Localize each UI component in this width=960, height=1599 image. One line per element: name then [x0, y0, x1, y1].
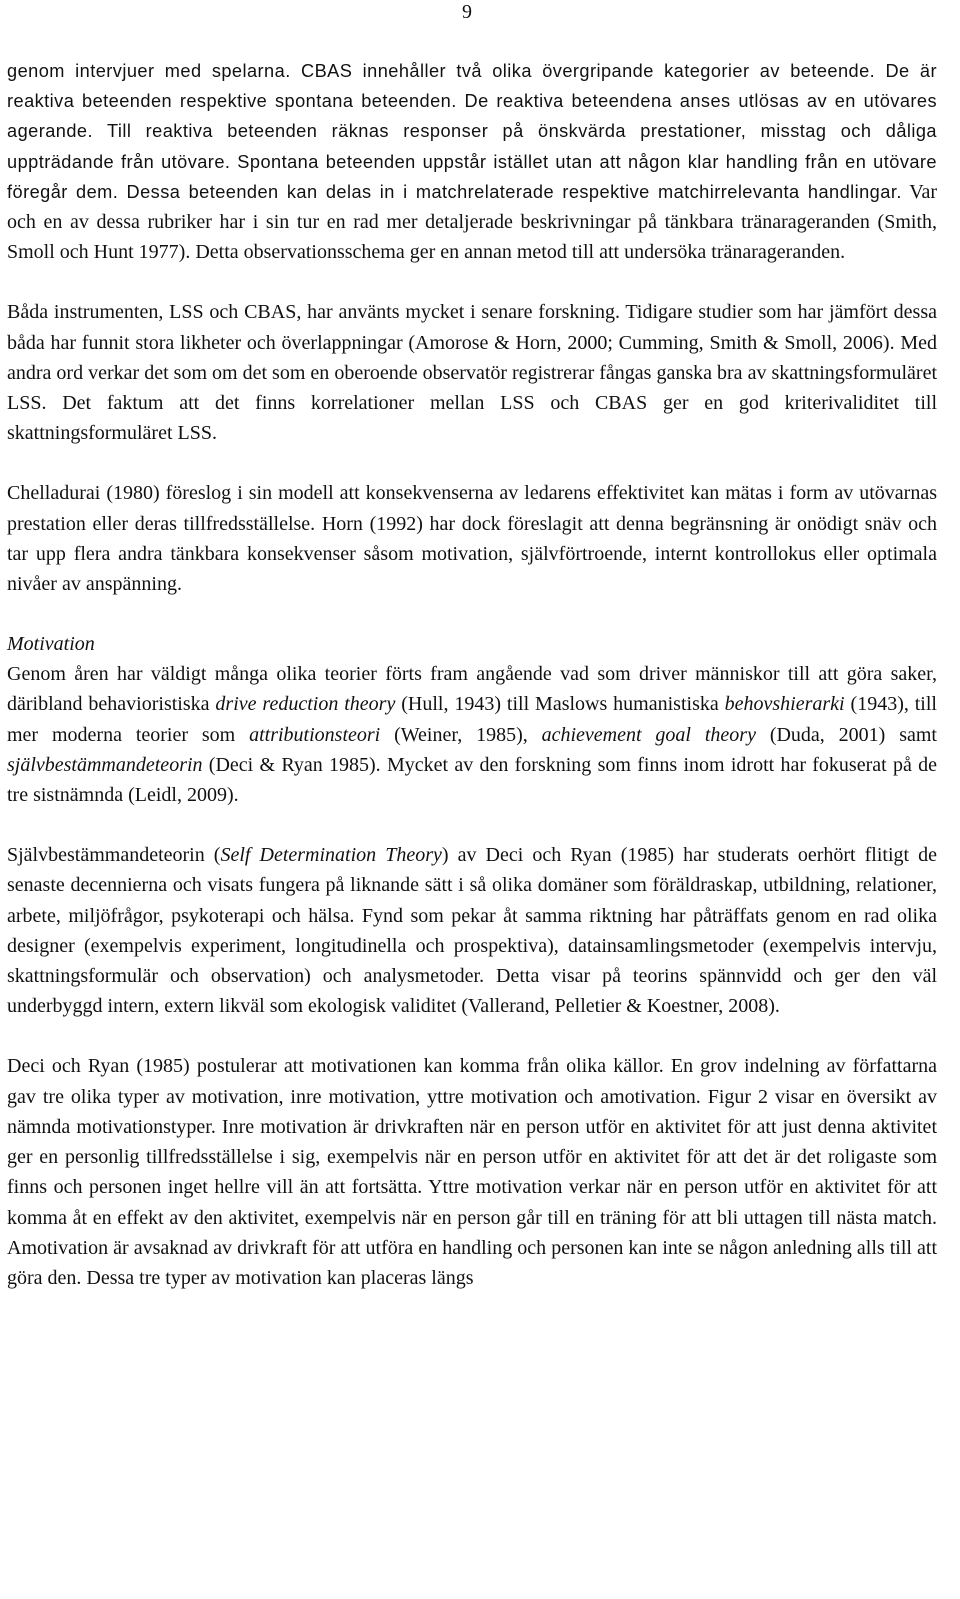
paragraph-cbas-serif-text: Var och en av dessa rubriker har i sin tur en rad mer detaljerade beskrivningar på tänkbara tränarageranden (Smith, Smoll och Hunt 1977). Detta observationsschema ger en annan metod till att undersöka tränarageranden.: [7, 180, 937, 264]
section-heading-motivation: Motivation: [7, 633, 95, 656]
paragraph-instruments: Båda instrumenten, LSS och CBAS, har använts mycket i senare forskning. Tidigare studier som har jämfört dessa båda har funnit stora likheter och överlappningar (Amorose & Horn, 2000; Cumming, Smith & Smoll, 2006). Med andra ord verkar det som om det som en oberoende observatör registrerar fångas ganska bra av skattningsformuläret LSS. Det faktum att det finns korrelationer mellan LSS och CBAS ger en god kriterivaliditet till skattningsformuläret LSS.: [7, 301, 937, 445]
text-run: Genom åren har väldigt många olika teorier förts fram angående vad som driver människor till att göra saker, däribland behavioristiska: [7, 663, 937, 716]
italic-term-behovshierarki: behovshierarki: [724, 693, 845, 716]
text-run: Självbestämmandeteorin (: [7, 844, 221, 867]
italic-term-achievement-goal: achievement goal theory: [541, 723, 756, 746]
italic-term-attributionsteori: attributionsteori: [249, 723, 381, 746]
text-run: ) av Deci och Ryan (1985) har studerats oerhört flitigt de senaste decennierna och visats fungera på liknande sätt i så olika domäner som föräldraskap, utbildning, relationer, arbete, miljöfrågor, psykoterapi och hälsa. Fynd som pekar åt samma riktning har påträffats genom en rad olika designer (exempelvis experiment, longitudinella och prospektiva), datainsamlingsmetoder (exempelvis intervju, skattningsformulär och observation) och analysmetoder. Detta visar på teorins spännvidd och ger den väl underbyggd intern, extern likväl som ekologisk validitet (Vallerand, Pelletier & Koestner, 2008).: [7, 844, 938, 1018]
document-body: [7, 56, 937, 1293]
page-number: 9: [462, 1, 472, 23]
paragraph-cbas-sans-text: genom intervjuer med spelarna. CBAS innehåller två olika övergripande kategorier av beteende. De är reaktiva beteenden respektive spontana beteenden. De reaktiva beteendena anses utlösas av en utövares agerande. Till reaktiva beteenden räknas responser på önskvärda prestationer, misstag och dåliga uppträdande från utövare. Spontana beteenden uppstår istället utan att någon klar handling från en utövare föregår dem. Dessa beteenden kan delas in i matchrelaterade respektive matchirrelevanta handlingar.: [7, 61, 937, 202]
text-run: (Duda, 2001) samt: [755, 723, 937, 746]
text-run: (1943), till mer moderna teorier som: [7, 693, 937, 746]
paragraph-self-determination: [7, 840, 937, 1021]
paragraph-motivation-theories: [7, 659, 937, 810]
text-run: (Weiner, 1985),: [380, 723, 542, 746]
paragraph-chelladurai: Chelladurai (1980) föreslog i sin modell att konsekvenserna av ledarens effektivitet kan mätas i form av utövarnas prestation eller deras tillfredsställelse. Horn (1992) har dock föreslagit att denna begränsning är onödigt snäv och tar upp flera andra tänkbara konsekvenser såsom motivation, självförtroende, internt kontrollokus eller optimala nivåer av anspänning.: [7, 482, 937, 596]
text-run: (Deci & Ryan 1985). Mycket av den forskning som finns inom idrott har fokuserat på de tre sistnämnda (Leidl, 2009).: [7, 753, 937, 807]
italic-term-drive-reduction: drive reduction theory: [215, 693, 396, 716]
paragraph-cbas: [7, 56, 937, 267]
text-run: (Hull, 1943) till Maslows humanistiska: [395, 693, 725, 716]
paragraph-motivation-types: Deci och Ryan (1985) postulerar att motivationen kan komma från olika källor. En grov indelning av författarna gav tre olika typer av motivation, inre motivation, yttre motivation och amotivation. Figur 2 visar en översikt av nämnda motivationstyper. Inre motivation är drivkraften när en person utför en aktivitet för att just denna aktivitet ger en personlig tillfredsställelse i sig, exempelvis när en person utför en aktivitet för att det är det roligaste som finns och personen inget hellre vill än att fortsätta. Yttre motivation verkar när en person utför en aktivitet för att komma åt en effekt av den aktivitet, exempelvis när en person går till en träning för att bli uttagen till nästa match. Amotivation är avsaknad av drivkraft för att utföra en handling och personen kan inte se någon anledning alls till att göra den. Dessa tre typer av motivation kan placeras längs: [7, 1055, 937, 1289]
italic-term-self-determination-theory: Self Determination Theory: [220, 844, 442, 867]
italic-term-sjalvbestammandeteorin: självbestämmandeteorin: [7, 753, 203, 776]
